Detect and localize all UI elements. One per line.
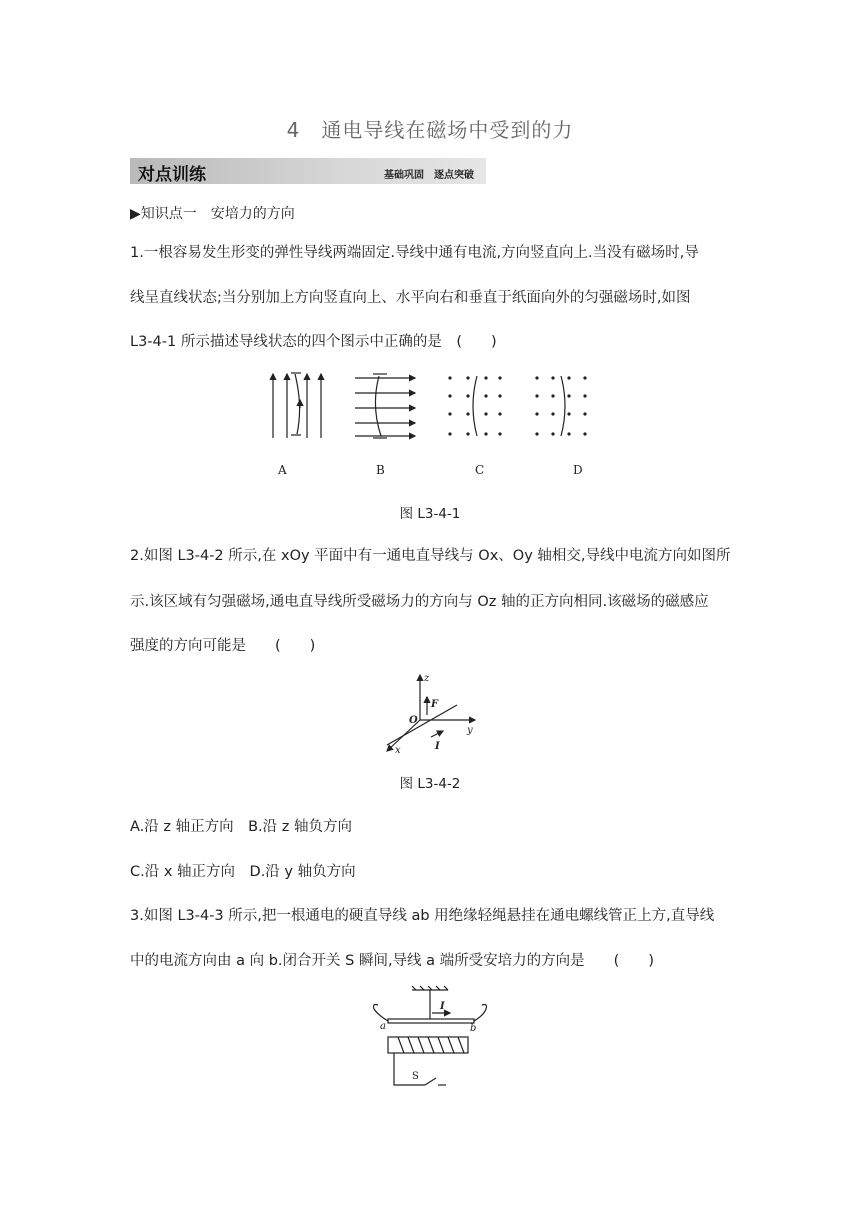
- q2-text-line3: 强度的方向可能是 ( ): [130, 638, 316, 654]
- banner-subtitle: 基础巩固 逐点突破: [384, 170, 474, 181]
- circuit-wire-left: [394, 1053, 425, 1085]
- section-banner: [130, 158, 486, 184]
- label-b: B: [376, 463, 385, 477]
- q2-text-line1: 2.如图 L3-4-2 所示,在 xOy 平面中有一通电直导线与 Ox、Oy 轴相交,导线中电流方向如图所: [130, 548, 731, 564]
- lead-a: [374, 1005, 389, 1022]
- q1-text-line2: 线呈直线状态;当分别加上方向竖直向上、水平向右和垂直于纸面向外的匀强磁场时,如图: [130, 290, 691, 306]
- q3-text-line2: 中的电流方向由 a 向 b.闭合开关 S 瞬间,导线 a 端所受安培力的方向是 ( ): [130, 953, 654, 969]
- knowledge-point-heading: ▶知识点一 安培力的方向: [130, 206, 295, 222]
- q2-options-ab: A.沿 z 轴正方向 B.沿 z 轴负方向: [130, 819, 352, 835]
- straight-wire-ab: [388, 1019, 474, 1023]
- figure-caption-1: 图 L3-4-1: [399, 506, 461, 522]
- label-y: y: [467, 725, 473, 736]
- lead-b: [474, 1005, 487, 1022]
- q2-options-cd: C.沿 x 轴正方向 D.沿 y 轴负方向: [130, 864, 356, 880]
- label-f: F: [431, 699, 439, 710]
- diagram-a: [273, 373, 321, 438]
- figure-l3-4-1: [255, 368, 605, 483]
- q1-text-line1: 1.一根容易发生形变的弹性导线两端固定.导线中通有电流,方向竖直向上.当没有磁场时,导: [130, 245, 699, 261]
- label-a: A: [278, 463, 287, 477]
- label-c: C: [475, 463, 485, 477]
- label-i: I: [435, 741, 440, 752]
- current-wire: [387, 705, 457, 745]
- figure-l3-4-3: [370, 985, 490, 1090]
- q2-text-line2: 示.该区域有匀强磁场,通电直导线所受磁场力的方向与 Oz 轴的正方向相同.该磁场的磁感应: [130, 594, 709, 610]
- label-x: x: [395, 745, 401, 756]
- figure-caption-2: 图 L3-4-2: [399, 776, 461, 792]
- solenoid: [388, 1037, 468, 1053]
- label-z: z: [424, 673, 430, 684]
- diagram-d: [535, 376, 586, 436]
- label-d: D: [573, 463, 583, 477]
- q3-text-line1: 3.如图 L3-4-3 所示,把一根通电的硬直导线 ab 用绝缘轻绳悬挂在通电螺线管正上方,直导线: [130, 908, 715, 924]
- label-o: O: [409, 715, 418, 726]
- diagram-b: [355, 374, 415, 438]
- banner-label: 对点训练: [138, 165, 206, 185]
- q1-text-line3: L3-4-1 所示描述导线状态的四个图示中正确的是 ( ): [130, 334, 497, 350]
- page-title: 4 通电导线在磁场中受到的力: [286, 118, 574, 142]
- current-arrow: [431, 731, 443, 737]
- label-i: I: [440, 1001, 445, 1012]
- label-s: S: [412, 1071, 419, 1082]
- label-a: a: [380, 1021, 386, 1032]
- label-b: b: [470, 1023, 477, 1034]
- switch-s: [425, 1078, 436, 1085]
- figure-l3-4-2: [375, 665, 485, 760]
- diagram-c: [448, 376, 501, 436]
